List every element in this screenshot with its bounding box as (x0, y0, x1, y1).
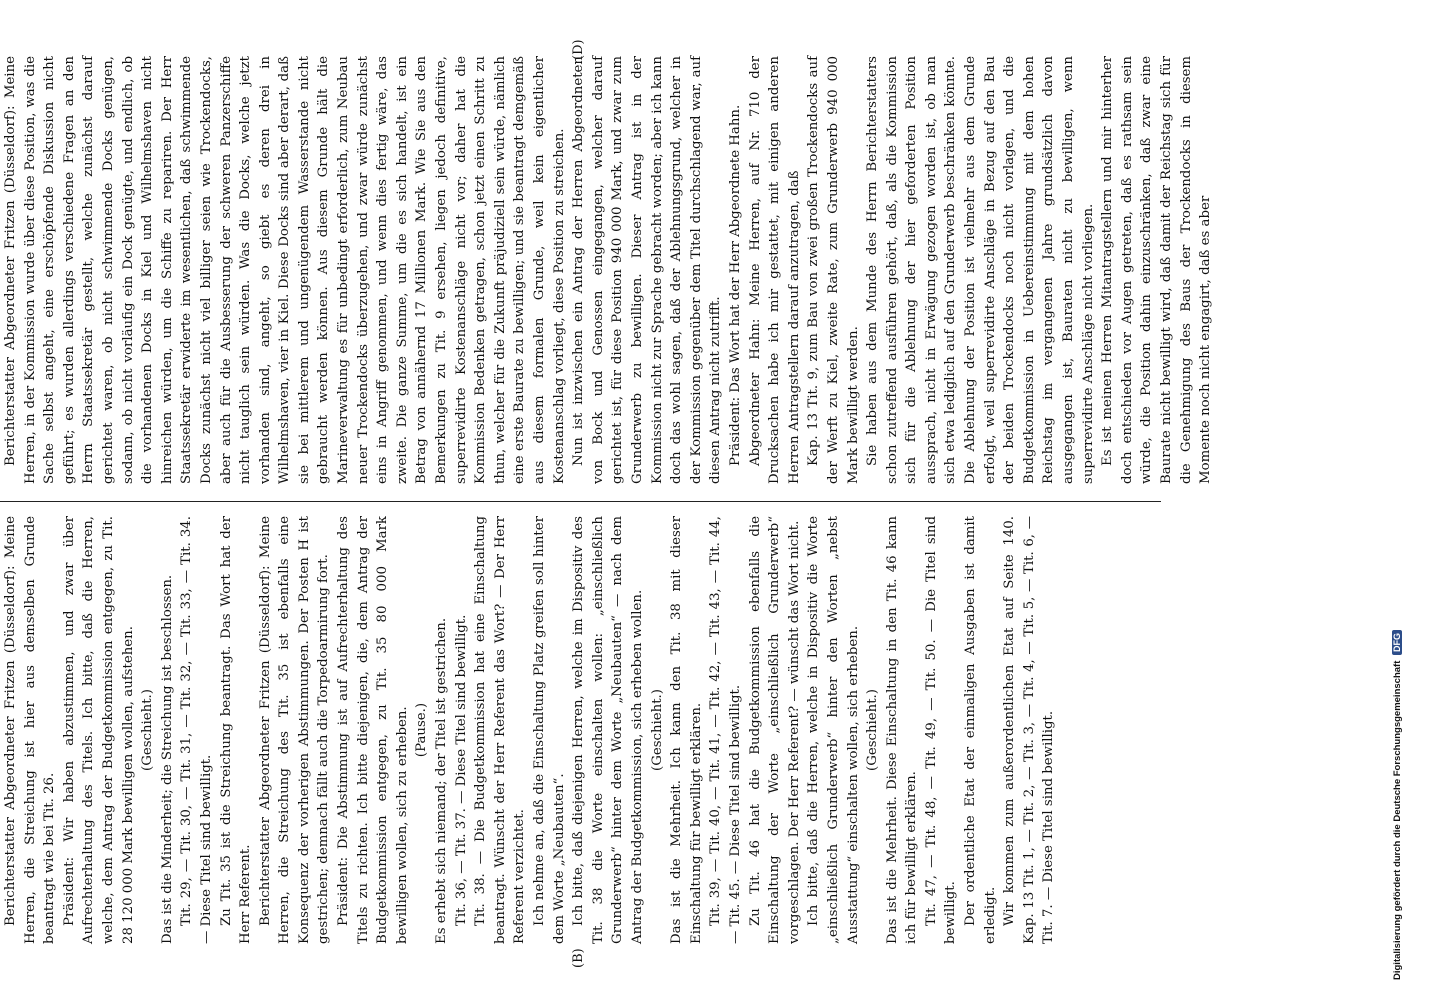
paragraph: Es erhebt sich niemand; der Titel ist gestrichen. (434, 617, 450, 944)
paragraph: Tit. 38. — Die Budgetkommission hat eine Einschaltung beantragt. Wünscht der Herr Referent das Wort? — Der Herr Referent verzichtet. (473, 516, 528, 944)
paragraph: Sie haben aus dem Munde des Herrn Berichterstatters schon zutreffend ausführen gehört, daß, als die Kommission sich für die Ablehnung der hier geforderten Position aussprach, nicht in Erwägung gezogen worden ist, ob man sich etwa lediglich auf den Grunderwerb beschränken könnte. Die Ablehnung der Position ist vielmehr aus dem Grunde erfolgt, weil superrevidirte Anschläge in Bezug auf den Bau der beiden Trockendocks noch nicht vorlagen, und die Budgetkommission in Uebereinstimmung mit dem hohen Reichstag im vergangenen Jahre grundsätzlich davon ausgegangen ist, Bauraten nicht zu bewilligen, wenn superrevidirte Anschläge nicht vorliegen. (865, 56, 1096, 484)
document-page (0, 30, 1214, 970)
paragraph: Tit. 36, — Tit. 37. — Diese Titel sind bewilligt. (453, 614, 469, 926)
paragraph: Abgeordneter Hahn: Meine Herren, auf Nr. 710 der Drucksachen habe ich mir gestattet, mit einigen anderen Herren Antragstellern darauf anzutragen, daß (747, 56, 802, 484)
paragraph: Tit. 29, — Tit. 30, — Tit. 31, — Tit. 32, — Tit. 33, — Tit. 34. — Diese Titel sind bewilligt. (179, 516, 214, 944)
paragraph: Wir kommen zum außerordentlichen Etat auf Seite 140. Kap. 13 Tit. 1, — Tit. 2, — Tit. 3, — Tit. 4, — Tit. 5, — Tit. 6, — Tit. 7. — Diese Titel sind bewilligt. (1002, 516, 1057, 944)
paragraph: Berichterstatter Abgeordneter Fritzen (Düsseldorf): Meine Herren, die Streichung des Tit. 35 ist ebenfalls eine Konsequenz der vorherigen Abstimmungen. Der Posten H ist gestrichen; demnach fällt auch die Torpedoarmirung fort. (257, 516, 332, 944)
paragraph: Das ist die Minderheit; die Streichung ist beschlossen. (159, 574, 175, 944)
margin-marker-b: (B) (571, 948, 586, 968)
margin-marker-d: (D) (571, 39, 586, 60)
paragraph: Es ist meinen Herren Mitantragstellern und mir hinterher doch entschieden vor Augen getreten, daß es rathsam sein würde, die Position dahin einzuschränken, daß zwar eine Baurate nicht bewilligt wird, daß damit der Reichstag sich für die Genehmigung des Baus der Trockendocks in diesem Momente noch nicht engagirt, daß es aber (1100, 56, 1214, 484)
paragraph: Der ordentliche Etat der einmaligen Ausgaben ist damit erledigt. (963, 516, 998, 944)
paragraph: Ich bitte, daß die Herren, welche in Dispositiv die Worte „einschließlich Grunderwerb“ hinter den Worten „nebst Ausstattung“ einschalten wollen, sich erheben. (806, 516, 861, 944)
paragraph: Berichterstatter Abgeordneter Fritzen (Düsseldorf): Meine Herren, die Streichung ist hier aus demselben Grunde beantragt wie bei Tit. 26. (2, 516, 58, 944)
paragraph: Präsident: Die Abstimmung ist auf Aufrechterhaltung des Titels zu richten. Ich bitte diejenigen, die, dem Antrag der Budgetkommission entgegen, zu Tit. 35 80 000 Mark bewilligen wollen, sich zu erheben. (336, 516, 410, 944)
paragraph: Das ist die Mehrheit. Ich kann den Tit. 38 mit dieser Einschaltung für bewilligt erklären. (669, 516, 704, 944)
paragraph: (Geschieht.) (140, 689, 156, 771)
paragraph: (Geschieht.) (649, 689, 665, 771)
paragraph: (Geschieht.) (865, 689, 881, 771)
paragraph: Präsident: Das Wort hat der Herr Abgeordnete Hahn. (727, 104, 743, 466)
paragraph: Kap. 13 Tit. 9, zum Bau von zwei großen Trockendocks auf der Werft zu Kiel, zweite Rate, zum Grunderwerb 940 000 Mark bewilligt werden. (806, 56, 861, 484)
paragraph: Tit. 47, — Tit. 48, — Tit. 49, — Tit. 50. — Die Titel sind bewilligt. (923, 516, 959, 944)
column-separator (0, 501, 1161, 502)
paragraph: Tit. 39, — Tit. 40, — Tit. 41, — Tit. 42, — Tit. 43, — Tit. 44, — Tit. 45. — Diese Titel sind bewilligt. (708, 516, 743, 944)
paragraph: (Pause.) (414, 702, 430, 758)
paragraph: Nun ist inzwischen ein Antrag der Herren Abgeordneten von Bock und Genossen eingegangen, welcher darauf gerichtet ist, für diese Position 940 000 Mark, und zwar zum Grunderwerb zu bewilligen. Dieser Antrag ist in der Kommission nicht zur Sprache gebracht worden; aber ich kann doch das wohl sagen, daß der Ablehnungsgrund, welcher in der Kommission gegenüber dem Titel durchschlagend war, auf diesen Antrag nicht zutrifft. (571, 56, 724, 484)
paragraph: Ich bitte, daß diejenigen Herren, welche im Dispositiv des Tit. 38 die Worte einschalten wollen: „einschließlich Grunderwerb“ hinter dem Worte „Neubauten“ — nach dem Antrag der Budgetkommission, sich erheben wollen. (571, 516, 645, 944)
paragraph: Zu Tit. 35 ist die Streichung beantragt. Das Wort hat der Herr Referent. (218, 516, 254, 944)
paragraph: Ich nehme an, daß die Einschaltung Platz greifen soll hinter dem Worte „Neubauten“. (532, 516, 567, 944)
dfg-logo: DFG (1392, 630, 1402, 655)
paragraph: Zu Tit. 46 hat die Budgetkommission ebenfalls die Einschaltung der Worte „einschließlich Grunderwerb“ vorgeschlagen. Der Herr Referent? — wünscht das Wort nicht. (747, 516, 802, 944)
left-column (0, 516, 1161, 944)
right-column (0, 56, 1214, 484)
digitization-text: Digitalisierung gefördert durch die Deutsche Forschungsgemeinschaft (1392, 660, 1403, 980)
paragraph: Präsident: Wir haben abzustimmen, und zwar über Aufrechterhaltung des Titels. Ich bitte, daß die Herren, welche, dem Antrag der Budgetkommission entgegen, zu Tit. 28 120 000 Mark bewilligen wollen, aufstehen. (61, 516, 136, 944)
paragraph: Das ist die Mehrheit. Diese Einschaltung in den Tit. 46 kann ich für bewilligt erklären. (884, 516, 920, 944)
paragraph: Berichterstatter Abgeordneter Fritzen (Düsseldorf): Meine Herren, in der Kommission wurde über diese Position, was die Sache selbst angeht, eine erschöpfende Diskussion nicht geführt; es wurden allerdings verschiedene Fragen an den Herrn Staatssekretär gestellt, welche zunächst darauf gerichtet waren, ob nicht schwimmende Docks genügen, sodann, ob nicht vorläufig ein Dock genügte, und endlich, ob die vorhandenen Docks in Kiel und Wilhelmshaven nicht hinreichen würden, um die Schiffe zu repariren. Der Herr Staatssekretär erwiderte im wesentlichen, daß schwimmende Docks zunächst nicht viel billiger seien wie Trockendocks, aber auch für die Ausbesserung der schweren Panzerschiffe nicht tauglich sein würden. Was die Docks, welche jetzt vorhanden sind, angeht, so giebt es deren drei in Wilhelmshaven, vier in Kiel. Diese Docks sind aber derart, daß sie bei mittlerem und ungenügendem Wasserstande nicht gebraucht werden können. Aus diesem Grunde hält die Marineverwaltung es für unbedingt erforderlich, zum Neubau neuer Trockendocks überzugehen, und zwar würde zunächst eins in Angriff genommen, und wenn dies fertig wäre, das zweite. Die ganze Summe, um die es sich handelt, ist ein Betrag von annähernd 17 Millionen Mark. Wie Sie aus den Bemerkungen zu Tit. 9 ersehen, liegen jedoch definitive, superrevidirte Kostenanschläge nicht vor; daher hat die Kommission Bedenken getragen, schon jetzt einen Schritt zu thun, welcher für die Zukunft präjudiziell sein würde, nämlich eine erste Baurate zu bewilligen; und sie beantragt demgemäß aus diesem formalen Grunde, weil kein eigentlicher Kostenanschlag vorliegt, diese Position zu streichen. (2, 56, 567, 484)
digitization-notice (1392, 630, 1403, 980)
